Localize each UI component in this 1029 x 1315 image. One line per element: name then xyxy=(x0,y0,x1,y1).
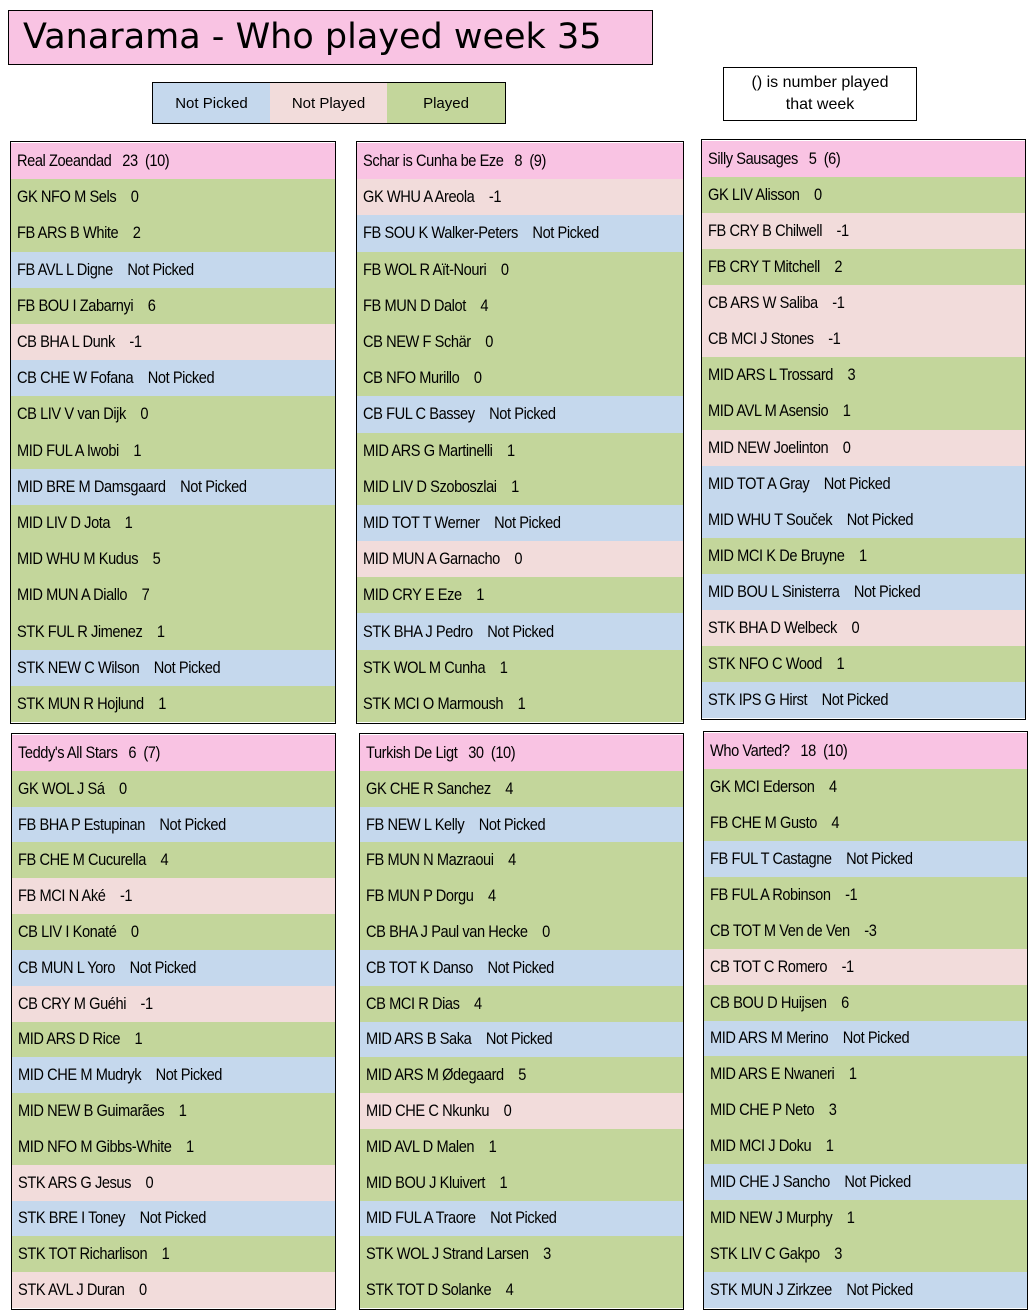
player-row xyxy=(12,1236,335,1272)
player-label: STK MUN J Zirkzee Not Picked xyxy=(710,1280,913,1300)
player-row xyxy=(702,177,1025,213)
player-label: FB MUN D Dalot 4 xyxy=(363,295,489,315)
player-row xyxy=(704,1236,1027,1272)
team-card xyxy=(11,733,336,1310)
player-row xyxy=(702,502,1025,538)
player-row xyxy=(360,771,683,807)
color-legend xyxy=(152,82,506,124)
player-label: CB TOT C Romero -1 xyxy=(710,956,854,976)
player-label: STK AVL J Duran 0 xyxy=(18,1280,147,1300)
player-row xyxy=(11,324,335,360)
player-row xyxy=(360,914,683,950)
player-label: CB BHA J Paul van Hecke 0 xyxy=(366,921,550,941)
player-label: CB LIV V van Dijk 0 xyxy=(17,404,149,424)
player-label: STK FUL R Jimenez 1 xyxy=(17,621,165,641)
player-label: STK WOL M Cunha 1 xyxy=(363,657,508,677)
player-row xyxy=(11,650,335,686)
player-label: STK LIV C Gakpo 3 xyxy=(710,1244,842,1264)
player-label: MID MCI J Doku 1 xyxy=(710,1136,834,1156)
player-row xyxy=(360,878,683,914)
player-label: MID WHU T Souček Not Picked xyxy=(708,509,914,529)
player-row xyxy=(12,1272,335,1308)
player-label: GK WHU A Areola -1 xyxy=(363,187,502,207)
player-row xyxy=(702,393,1025,429)
player-row xyxy=(360,1093,683,1129)
player-row xyxy=(704,1200,1027,1236)
player-row xyxy=(12,1022,335,1058)
player-label: MID ARS G Martinelli 1 xyxy=(363,440,515,460)
player-label: MID ARS B Saka Not Picked xyxy=(366,1029,553,1049)
player-label: MID MCI K De Bruyne 1 xyxy=(708,545,867,565)
player-label: CB NEW F Schär 0 xyxy=(363,332,493,352)
player-label: FB MCI N Aké -1 xyxy=(18,886,133,906)
player-label: FB CHE M Gusto 4 xyxy=(710,812,840,832)
player-row xyxy=(11,179,335,215)
player-row xyxy=(702,213,1025,249)
player-row xyxy=(704,1128,1027,1164)
team-header-label: Silly Sausages 5 (6) xyxy=(708,149,841,169)
player-label: STK NFO C Wood 1 xyxy=(708,653,845,673)
player-label: MID ARS L Trossard 3 xyxy=(708,365,856,385)
player-row xyxy=(357,433,683,469)
player-row xyxy=(702,430,1025,466)
player-label: MID MUN A Diallo 7 xyxy=(17,585,150,605)
player-row xyxy=(702,285,1025,321)
player-label: MID ARS M Ødegaard 5 xyxy=(366,1065,526,1085)
player-row xyxy=(11,541,335,577)
player-row xyxy=(12,950,335,986)
team-header xyxy=(360,735,683,771)
player-row xyxy=(704,949,1027,985)
player-label: MID NEW Joelinton 0 xyxy=(708,437,851,457)
player-row xyxy=(357,360,683,396)
player-row xyxy=(704,1272,1027,1308)
player-row xyxy=(11,505,335,541)
team-card xyxy=(701,139,1026,720)
player-row xyxy=(704,1056,1027,1092)
page-title: Vanarama - Who played week 35 xyxy=(8,10,653,65)
player-label: MID NFO M Gibbs-White 1 xyxy=(18,1136,194,1156)
player-label: CB FUL C Bassey Not Picked xyxy=(363,404,556,424)
player-label: GK NFO M Sels 0 xyxy=(17,187,139,207)
player-row xyxy=(704,805,1027,841)
player-row xyxy=(702,249,1025,285)
player-label: STK WOL J Strand Larsen 3 xyxy=(366,1244,551,1264)
team-header-label: Schar is Cunha be Eze 8 (9) xyxy=(363,151,546,171)
player-row xyxy=(360,1272,683,1308)
player-row xyxy=(12,878,335,914)
note-line-2: that week xyxy=(785,96,855,113)
player-label: STK MUN R Hojlund 1 xyxy=(17,693,166,713)
player-label: CB MCI R Dias 4 xyxy=(366,993,482,1013)
player-label: MID BRE M Damsgaard Not Picked xyxy=(17,476,247,496)
player-label: MID FUL A Iwobi 1 xyxy=(17,440,142,460)
player-label: STK MCI O Marmoush 1 xyxy=(363,693,526,713)
player-label: FB AVL L Digne Not Picked xyxy=(17,259,194,279)
team-header-label: Real Zoeandad 23 (10) xyxy=(17,151,170,171)
team-header-label: Who Varted? 18 (10) xyxy=(710,740,848,760)
player-label: MID BOU J Kluivert 1 xyxy=(366,1172,508,1192)
player-row xyxy=(357,650,683,686)
player-row xyxy=(357,541,683,577)
player-label: MID CHE C Nkunku 0 xyxy=(366,1101,512,1121)
player-row xyxy=(12,986,335,1022)
player-label: CB ARS W Saliba -1 xyxy=(708,293,845,313)
player-row xyxy=(702,682,1025,718)
player-label: FB SOU K Walker-Peters Not Picked xyxy=(363,223,599,243)
player-row xyxy=(12,1129,335,1165)
player-label: STK TOT D Solanke 4 xyxy=(366,1280,514,1300)
player-row xyxy=(12,771,335,807)
team-card xyxy=(10,141,336,724)
player-row xyxy=(12,1093,335,1129)
player-row xyxy=(360,1236,683,1272)
player-label: MID CRY E Eze 1 xyxy=(363,585,484,605)
player-row xyxy=(11,396,335,432)
player-label: STK NEW C Wilson Not Picked xyxy=(17,657,221,677)
player-row xyxy=(702,646,1025,682)
player-label: FB BOU I Zabarnyi 6 xyxy=(17,295,156,315)
player-label: MID TOT A Gray Not Picked xyxy=(708,473,891,493)
player-row xyxy=(357,288,683,324)
player-label: CB TOT M Ven de Ven -3 xyxy=(710,920,877,940)
player-row xyxy=(12,914,335,950)
player-label: MID ARS E Nwaneri 1 xyxy=(710,1064,857,1084)
player-label: FB FUL A Robinson -1 xyxy=(710,884,858,904)
player-row xyxy=(11,360,335,396)
player-label: FB BHA P Estupinan Not Picked xyxy=(18,814,226,834)
player-label: FB MUN P Dorgu 4 xyxy=(366,886,496,906)
team-card xyxy=(703,731,1028,1310)
player-row xyxy=(12,1201,335,1237)
player-label: MID CHE M Mudryk Not Picked xyxy=(18,1065,223,1085)
player-row xyxy=(357,613,683,649)
player-label: MID LIV D Szoboszlai 1 xyxy=(363,476,519,496)
player-label: MID TOT T Werner Not Picked xyxy=(363,512,561,532)
player-label: FB FUL T Castagne Not Picked xyxy=(710,848,913,868)
team-header xyxy=(704,733,1027,769)
player-row xyxy=(11,577,335,613)
player-label: GK MCI Ederson 4 xyxy=(710,776,837,796)
player-row xyxy=(11,686,335,722)
player-row xyxy=(360,842,683,878)
player-row xyxy=(360,1057,683,1093)
player-label: STK BHA D Welbeck 0 xyxy=(708,617,860,637)
player-label: STK ARS G Jesus 0 xyxy=(18,1172,154,1192)
player-row xyxy=(11,469,335,505)
player-label: MID ARS M Merino Not Picked xyxy=(710,1028,910,1048)
player-row xyxy=(12,1165,335,1201)
player-row xyxy=(702,466,1025,502)
legend-played: Played xyxy=(387,83,505,123)
player-row xyxy=(357,252,683,288)
team-header-label: Teddy's All Stars 6 (7) xyxy=(18,742,160,762)
player-label: CB MUN L Yoro Not Picked xyxy=(18,957,196,977)
team-header xyxy=(357,143,683,179)
player-label: MID ARS D Rice 1 xyxy=(18,1029,143,1049)
player-row xyxy=(702,610,1025,646)
player-label: MID NEW B Guimarães 1 xyxy=(18,1101,187,1121)
player-label: MID AVL M Asensio 1 xyxy=(708,401,851,421)
player-label: MID LIV D Jota 1 xyxy=(17,512,133,532)
player-row xyxy=(704,1092,1027,1128)
player-row xyxy=(360,986,683,1022)
player-label: CB BOU D Huijsen 6 xyxy=(710,992,849,1012)
player-row xyxy=(357,505,683,541)
player-row xyxy=(360,950,683,986)
player-label: MID NEW J Murphy 1 xyxy=(710,1208,855,1228)
player-row xyxy=(704,841,1027,877)
legend-not-picked: Not Picked xyxy=(153,83,270,123)
player-label: MID CHE P Neto 3 xyxy=(710,1100,837,1120)
player-label: FB NEW L Kelly Not Picked xyxy=(366,814,546,834)
team-header-label: Turkish De Ligt 30 (10) xyxy=(366,742,516,762)
player-label: FB CRY T Mitchell 2 xyxy=(708,257,843,277)
player-row xyxy=(704,985,1027,1021)
team-card xyxy=(356,141,684,724)
player-row xyxy=(11,252,335,288)
player-label: FB ARS B White 2 xyxy=(17,223,141,243)
player-label: CB NFO Murillo 0 xyxy=(363,368,482,388)
player-row xyxy=(357,469,683,505)
player-label: STK IPS G Hirst Not Picked xyxy=(708,689,889,709)
player-row xyxy=(702,574,1025,610)
player-label: MID CHE J Sancho Not Picked xyxy=(710,1172,911,1192)
player-label: CB BHA L Dunk -1 xyxy=(17,332,142,352)
player-row xyxy=(360,1022,683,1058)
player-label: FB MUN N Mazraoui 4 xyxy=(366,850,516,870)
player-row xyxy=(702,538,1025,574)
player-label: GK CHE R Sanchez 4 xyxy=(366,778,513,798)
player-row xyxy=(702,357,1025,393)
player-row xyxy=(12,842,335,878)
player-label: STK BRE I Toney Not Picked xyxy=(18,1208,206,1228)
player-row xyxy=(12,807,335,843)
player-label: CB LIV I Konaté 0 xyxy=(18,921,139,941)
player-label: CB TOT K Danso Not Picked xyxy=(366,957,554,977)
player-label: FB WOL R Aït-Nouri 0 xyxy=(363,259,509,279)
player-label: STK TOT Richarlison 1 xyxy=(18,1244,170,1264)
player-row xyxy=(360,807,683,843)
team-header xyxy=(11,143,335,179)
player-row xyxy=(704,913,1027,949)
player-row xyxy=(704,1164,1027,1200)
player-label: MID MUN A Garnacho 0 xyxy=(363,549,523,569)
player-row xyxy=(704,877,1027,913)
player-row xyxy=(360,1165,683,1201)
player-label: MID BOU L Sinisterra Not Picked xyxy=(708,581,921,601)
player-row xyxy=(704,1021,1027,1057)
player-label: FB CRY B Chilwell -1 xyxy=(708,221,849,241)
player-label: GK WOL J Sá 0 xyxy=(18,778,127,798)
team-card xyxy=(359,733,684,1310)
team-header xyxy=(702,141,1025,177)
player-row xyxy=(357,577,683,613)
player-row xyxy=(11,613,335,649)
player-label: MID WHU M Kudus 5 xyxy=(17,549,161,569)
player-row xyxy=(704,769,1027,805)
player-row xyxy=(357,396,683,432)
player-row xyxy=(11,215,335,251)
team-header xyxy=(12,735,335,771)
player-label: STK BHA J Pedro Not Picked xyxy=(363,621,554,641)
player-label: CB MCI J Stones -1 xyxy=(708,329,841,349)
player-row xyxy=(357,215,683,251)
player-label: MID FUL A Traore Not Picked xyxy=(366,1208,557,1228)
player-label: CB CHE W Fofana Not Picked xyxy=(17,368,215,388)
player-row xyxy=(357,324,683,360)
player-row xyxy=(11,433,335,469)
note-line-1: () is number played xyxy=(751,74,889,91)
player-row xyxy=(702,321,1025,357)
player-label: MID AVL D Malen 1 xyxy=(366,1136,497,1156)
legend-not-played: Not Played xyxy=(270,83,387,123)
player-row xyxy=(360,1129,683,1165)
player-row xyxy=(357,686,683,722)
player-row xyxy=(12,1057,335,1093)
player-label: CB CRY M Guéhi -1 xyxy=(18,993,153,1013)
player-label: GK LIV Alisson 0 xyxy=(708,185,822,205)
player-row xyxy=(357,179,683,215)
played-count-note xyxy=(723,67,917,121)
player-row xyxy=(11,288,335,324)
player-row xyxy=(360,1201,683,1237)
player-label: FB CHE M Cucurella 4 xyxy=(18,850,169,870)
